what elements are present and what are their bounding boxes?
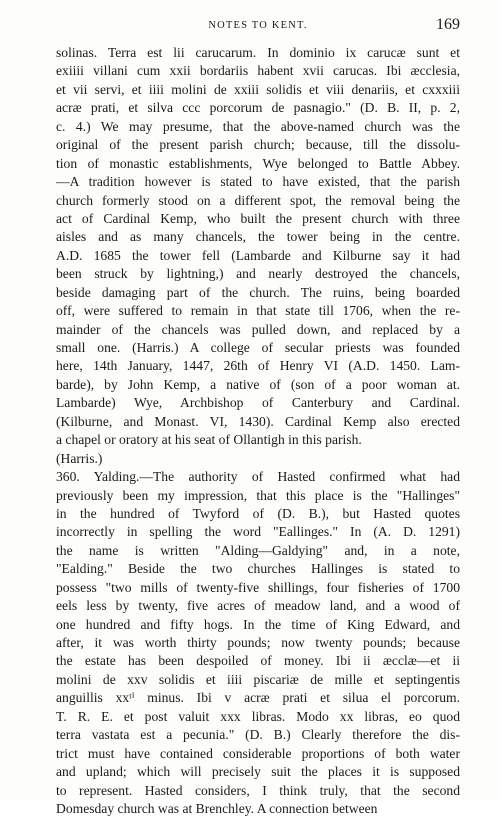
text-line: (Kilburne, and Monast. VI, 1430). Cardinal Kemp also erected: [56, 413, 460, 429]
text-line: the name is written "Alding—Galdying" and, in a note,: [56, 542, 460, 558]
text-line: small one. (Harris.) A college of secular priests was founded: [56, 340, 460, 355]
text-line: solinas. Terra est lii carucarum. In dominio ix carucæ sunt et: [56, 45, 460, 60]
text-line: eels less by twenty, five acres of meadow land, and a wood of: [56, 598, 460, 614]
text-line: mainder of the chancels was pulled down, and replaced by a: [56, 321, 460, 337]
text-line: exiiii villani cum xxii bordariis habent xvii carucas. Ibi æcclesia,: [56, 63, 460, 79]
text-line: Lambarde) Wye, Archbishop of Canterbury and Cardinal.: [56, 395, 460, 411]
running-head: [56, 16, 460, 36]
text-line: in the hundred of Twyford of (D. B.), but Hasted quotes: [56, 505, 460, 521]
text-line: c. 4.) We may presume, that the above-named church was the: [56, 118, 460, 134]
text-line: beside damaging part of the church. The ruins, being boarded: [56, 284, 460, 300]
text-line: after, it was worth thirty pounds; now twenty pounds; because: [56, 635, 460, 650]
text-line: church formerly stood on a different spot, the removal being the: [56, 192, 460, 208]
text-line: off, were suffered to remain in that state till 1706, when the re-: [56, 303, 460, 319]
text-line: 360. Yalding.—The authority of Hasted confirmed what had: [56, 469, 460, 485]
text-line: original of the present parish church; because, till the dissolu-: [56, 137, 460, 153]
text-line: "Ealding." Beside the two churches Hallinges is stated to: [56, 561, 460, 577]
running-head-title: NOTES TO KENT.: [208, 20, 308, 31]
text-line: and upland; which will precisely suit the places it is supposed: [56, 764, 460, 780]
text-line: aisles and as many chancels, the tower being in the centre.: [56, 229, 460, 245]
text-line: act of Cardinal Kemp, who built the present church with three: [56, 210, 460, 226]
text-line: one hundred and fifty hogs. In the time of King Edward, and: [56, 616, 460, 632]
text-line: (Harris.): [56, 450, 103, 466]
text-line: previously been my impression, that this place is the "Hallinges": [56, 487, 460, 503]
text-line: et vii servi, et iiii molini de xxiii solidis et viii denariis, et cxxxiii: [56, 81, 460, 97]
text-line: A.D. 1685 the tower fell (Lambarde and Kilburne say it had: [56, 247, 460, 263]
text-line: been struck by lightning,) and nearly destroyed the chancels,: [56, 266, 460, 282]
text-line: anguillis xxᵗⁱ minus. Ibi v acræ prati et silua el porcorum.: [56, 690, 460, 706]
text-line: possess "two mills of twenty-five shillings, four fisheries of 1700: [56, 579, 460, 595]
text-line: here, 14th January, 1447, 26th of Henry VI (A.D. 1450. Lam-: [56, 358, 460, 374]
text-line: barde), by John Kemp, a native of (son of a poor woman at.: [56, 376, 460, 392]
text-line: —A tradition however is stated to have existed, that the parish: [56, 174, 460, 190]
text-line: T. R. E. et post valuit xxx libras. Modo xx libras, eo quod: [56, 708, 460, 724]
text-line: tion of monastic establishments, Wye belonged to Battle Abbey.: [56, 155, 460, 171]
page-number: 169: [436, 16, 460, 33]
text-line: the estate has been despoiled of money. Ibi ii æcclæ—et ii: [56, 653, 460, 669]
text-line: acræ prati, et silva ccc porcorum de pasnagio." (D. B. II, p. 2,: [56, 100, 460, 116]
text-line: a chapel or oratory at his seat of Ollantigh in this parish.: [56, 432, 362, 448]
text-line: Domesday church was at Brenchley. A connection between: [56, 800, 378, 816]
text-line: terra vastata est a pecunia." (D. B.) Clearly therefore the dis-: [56, 727, 460, 743]
text-line: to represent. Hasted considers, I think truly, that the second: [56, 782, 460, 798]
text-line: molini de xxv solidis et iiii piscariæ de mille et septingentis: [56, 671, 460, 687]
body-text: [56, 44, 460, 818]
text-line: trict must have contained considerable proportions of both water: [56, 745, 460, 761]
text-line: incorrectly in spelling the word "Eallinges." In (A. D. 1291): [56, 524, 460, 540]
